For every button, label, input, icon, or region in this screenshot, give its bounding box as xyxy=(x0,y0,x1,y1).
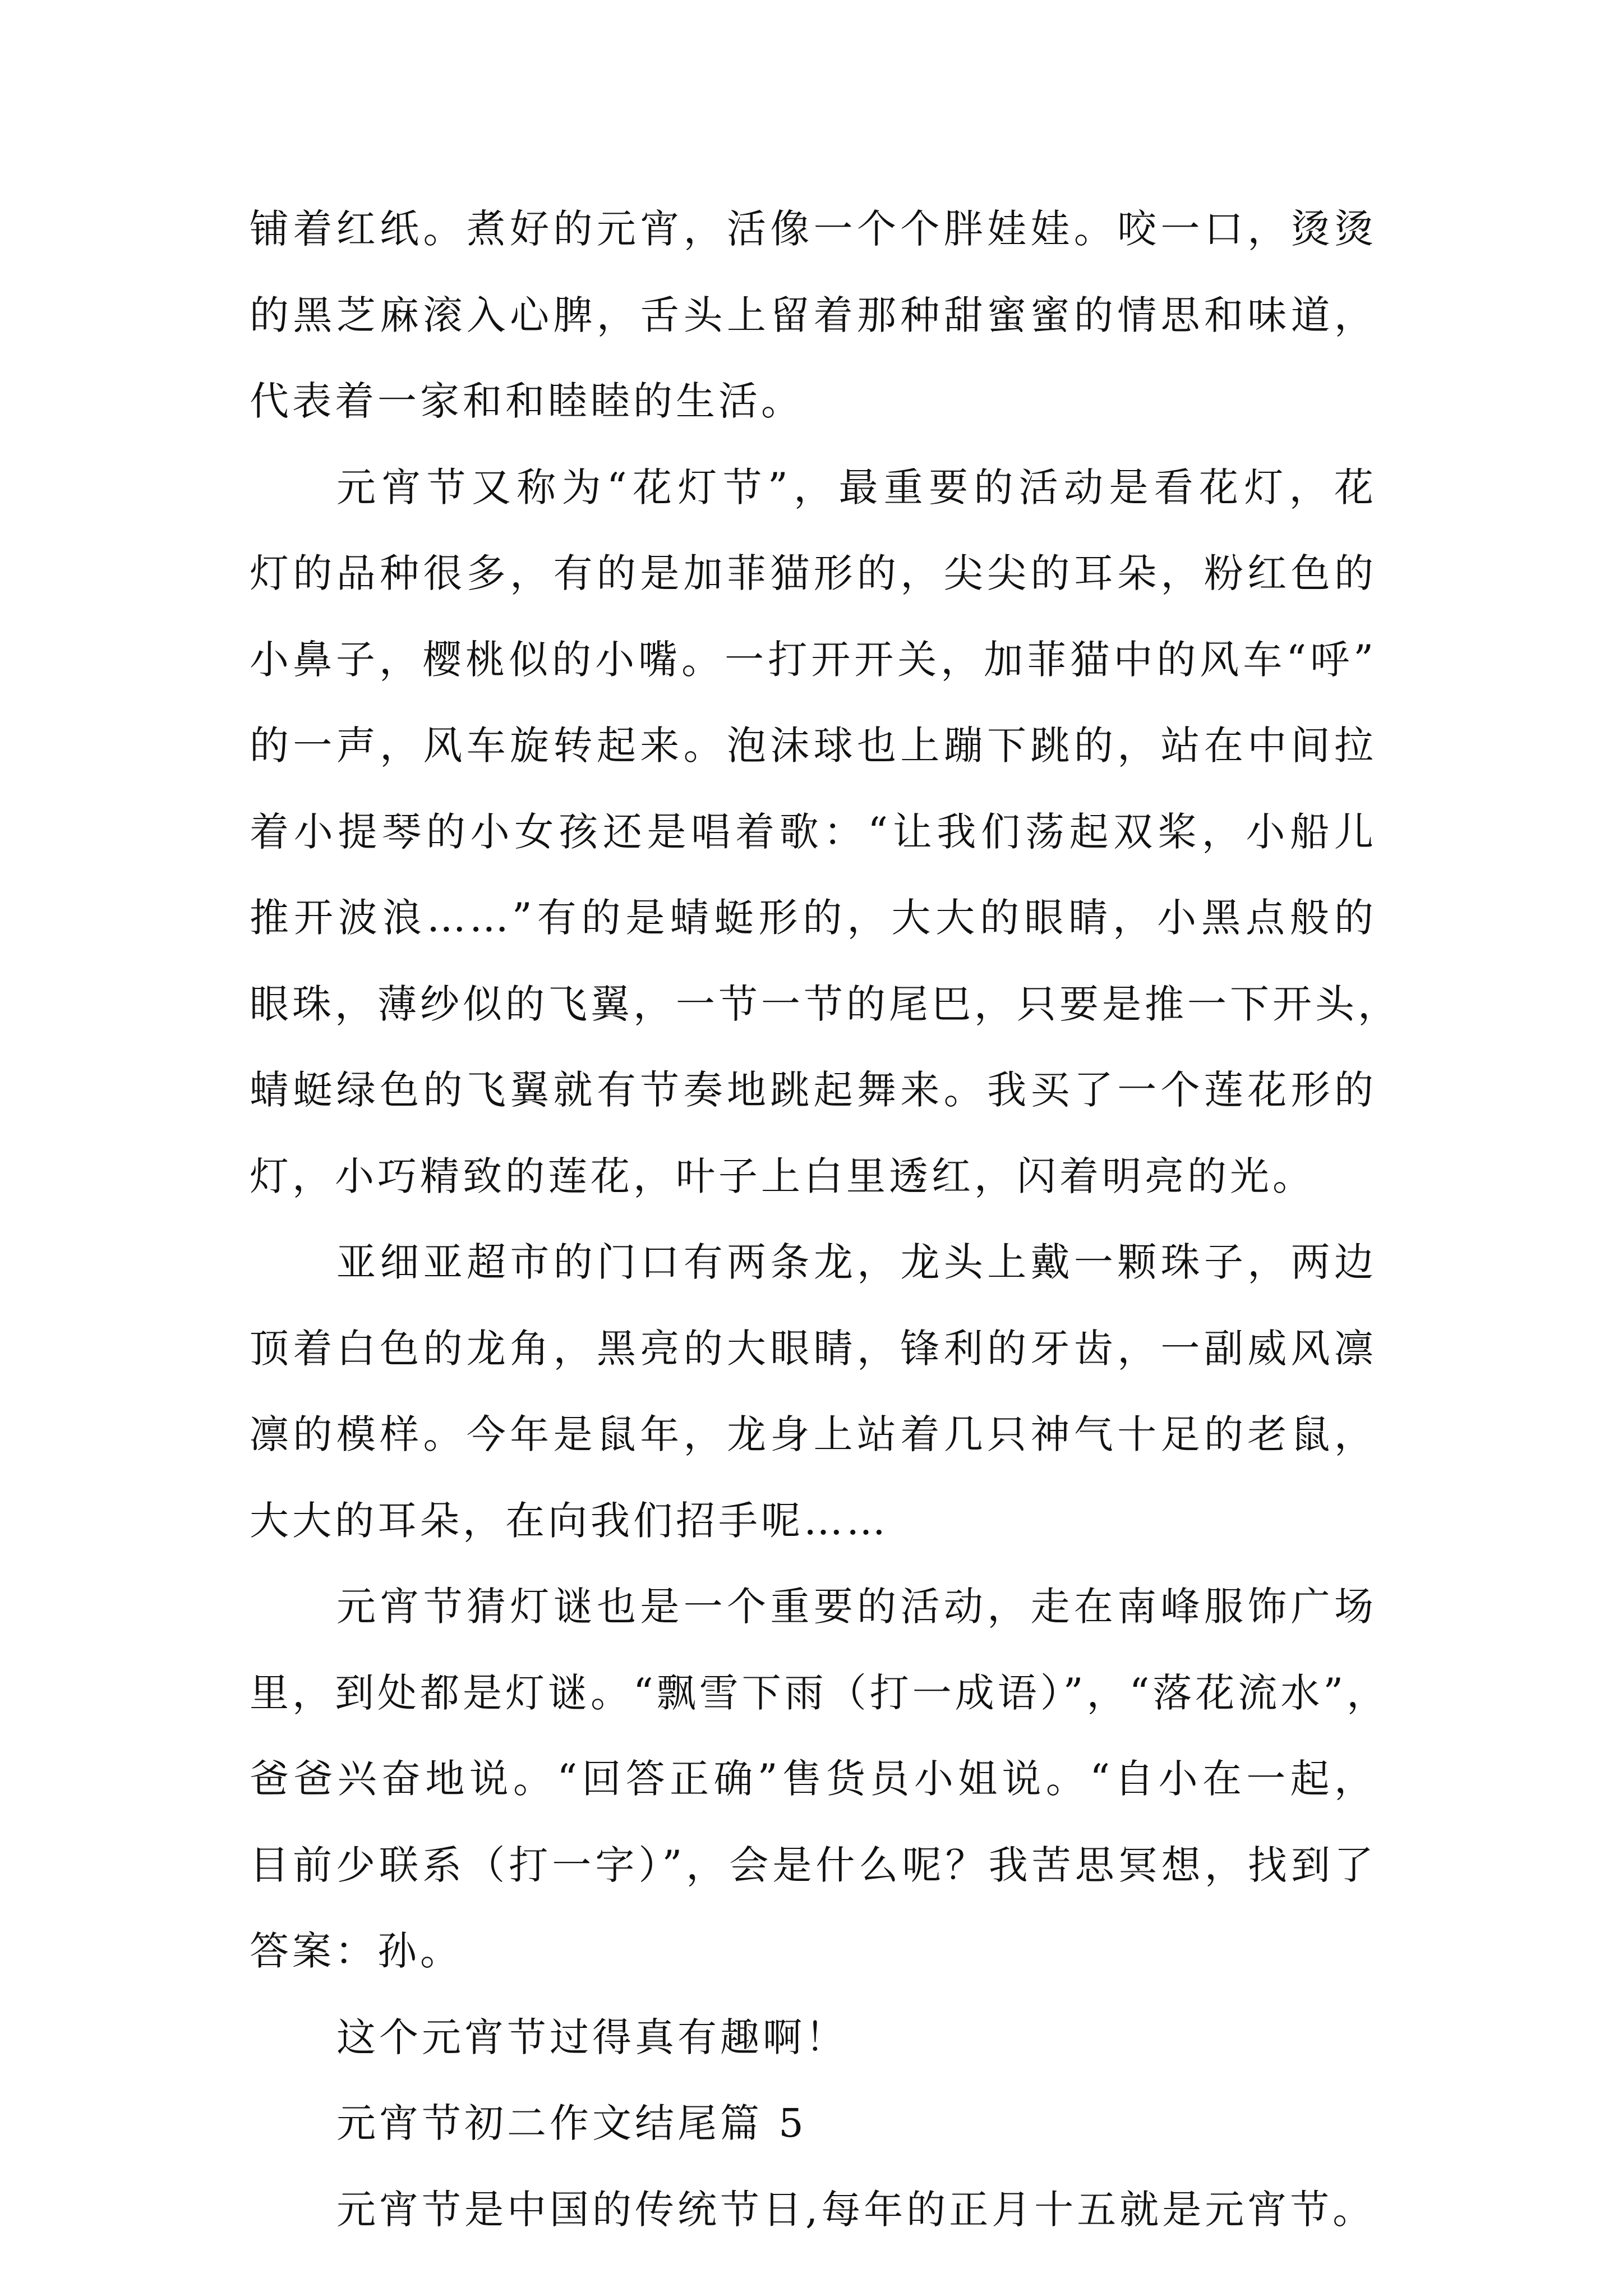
section-heading: 元宵节初二作文结尾篇 5 xyxy=(336,2100,807,2146)
text-line: 着小提琴的小女孩还是唱着歌：“让我们荡起双桨，小船儿 xyxy=(250,808,1377,855)
paragraph-first-line: 元宵节又称为“花灯节”，最重要的活动是看花灯，花 xyxy=(336,464,1377,510)
text-line: 目前少联系（打一字）”，会是什么呢？我苦思冥想，找到了 xyxy=(250,1842,1377,1888)
text-line: 眼珠，薄纱似的飞翼，一节一节的尾巴，只要是推一下开头， xyxy=(250,981,1400,1027)
text-line: 答案：孙。 xyxy=(250,1928,463,1974)
text-line: 凛的模样。今年是鼠年，龙身上站着几只神气十足的老鼠， xyxy=(250,1411,1377,1457)
paragraph-first-line: 亚细亚超市的门口有两条龙，龙头上戴一颗珠子，两边 xyxy=(336,1239,1377,1285)
paragraph-first-line: 元宵节是中国的传统节日,每年的正月十五就是元宵节。 xyxy=(336,2186,1376,2233)
text-line: 大大的耳朵，在向我们招手呢…… xyxy=(250,1497,889,1544)
text-line: 灯的品种很多，有的是加菲猫形的，尖尖的耳朵，粉红色的 xyxy=(250,550,1377,596)
text-line: 小鼻子，樱桃似的小嘴。一打开开关，加菲猫中的风车“呼” xyxy=(250,636,1377,683)
text-line: 里，到处都是灯谜。“飘雪下雨（打一成语）”，“落花流水”， xyxy=(250,1669,1390,1716)
text-line: 的黑芝麻滚入心脾，舌头上留着那种甜蜜蜜的情思和味道， xyxy=(250,292,1377,338)
document-body xyxy=(250,203,1400,2270)
text-line: 顶着白色的龙角，黑亮的大眼睛，锋利的牙齿，一副威风凛 xyxy=(250,1325,1377,1372)
text-line: 灯，小巧精致的莲花，叶子上白里透红，闪着明亮的光。 xyxy=(250,1153,1315,1199)
text-line: 的一声，风车旋转起来。泡沫球也上蹦下跳的，站在中间拉 xyxy=(250,723,1377,769)
text-line: 爸爸兴奋地说。“回答正确”售货员小姐说。“自小在一起， xyxy=(250,1756,1377,1802)
paragraph-first-line: 元宵节猜灯谜也是一个重要的活动，走在南峰服饰广场 xyxy=(336,1584,1377,1630)
text-line: 铺着红纸。煮好的元宵，活像一个个胖娃娃。咬一口，烫烫 xyxy=(250,206,1377,252)
text-line: 推开波浪……”有的是蜻蜓形的，大大的眼睛，小黑点般的 xyxy=(250,895,1377,941)
text-line: 代表着一家和和睦睦的生活。 xyxy=(250,378,804,424)
text-line: 蜻蜓绿色的飞翼就有节奏地跳起舞来。我买了一个莲花形的 xyxy=(250,1067,1377,1113)
paragraph-first-line: 这个元宵节过得真有趣啊！ xyxy=(336,2014,848,2060)
